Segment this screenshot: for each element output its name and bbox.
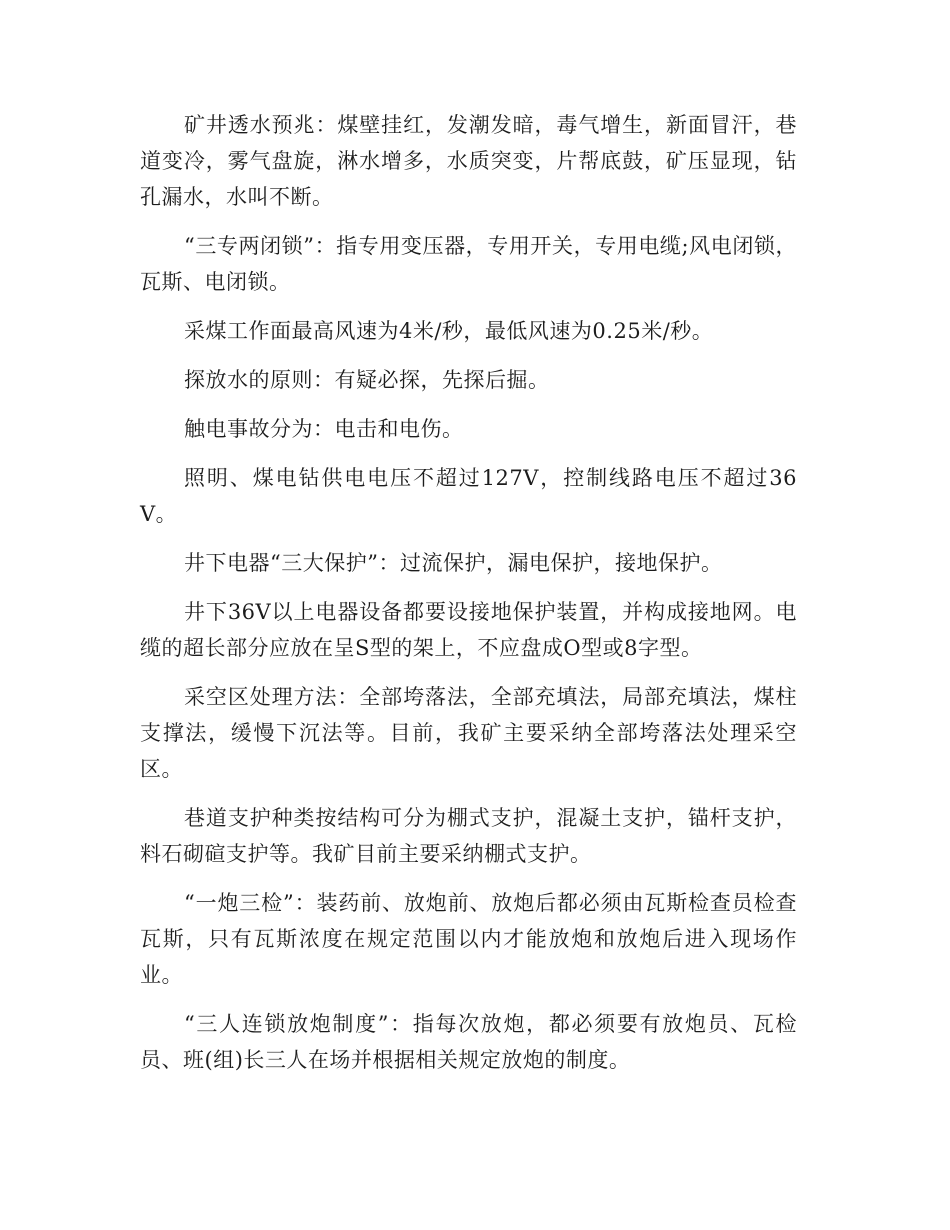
paragraph-water-probing-principle: 探放水的原则：有疑必探，先探后掘。	[184, 368, 550, 392]
paragraph-voltage-limits: 照明、煤电钻供电电压不超过127V，控制线路电压不超过36V。	[140, 466, 797, 526]
paragraph-grounding: 井下36V以上电器设备都要设接地保护装置，并构成接地网。电缆的超长部分应放在呈S型的架上，不应盘成O型或8字型。	[140, 600, 797, 660]
paragraph-three-dedicated-two-locks: “三专两闭锁”：指专用变压器，专用开关，专用电缆;风电闭锁，瓦斯、电闭锁。	[140, 234, 797, 294]
paragraph-one-blast-three-checks: “一炮三检”：装药前、放炮前、放炮后都必须由瓦斯检查员检查瓦斯，只有瓦斯浓度在规定范围以内才能放炮和放炮后进入现场作业。	[140, 891, 797, 987]
paragraph-three-protections: 井下电器“三大保护”：过流保护，漏电保护，接地保护。	[184, 551, 723, 575]
paragraph-wind-speed: 采煤工作面最高风速为4米/秒，最低风速为0.25米/秒。	[184, 319, 714, 343]
paragraph-roadway-support: 巷道支护种类按结构可分为棚式支护，混凝土支护，锚杆支护，料石砌碹支护等。我矿目前主要采纳棚式支护。	[140, 806, 797, 866]
paragraph-three-person-blasting: “三人连锁放炮制度”：指每次放炮，都必须要有放炮员、瓦检员、班(组)长三人在场并根据相关规定放炮的制度。	[140, 1012, 797, 1072]
paragraph-electric-accident-types: 触电事故分为：电击和电伤。	[184, 417, 464, 441]
paragraph-water-inrush-signs: 矿井透水预兆：煤壁挂红，发潮发暗，毒气增生，新面冒汗，巷道变冷，雾气盘旋，淋水增多，水质突变，片帮底鼓，矿压显现，钻孔漏水，水叫不断。	[140, 113, 797, 209]
document-page	[140, 107, 797, 1091]
paragraph-goaf-treatment: 采空区处理方法：全部垮落法，全部充填法，局部充填法，煤柱支撑法，缓慢下沉法等。目前，我矿主要采纳全部垮落法处理采空区。	[140, 685, 797, 781]
